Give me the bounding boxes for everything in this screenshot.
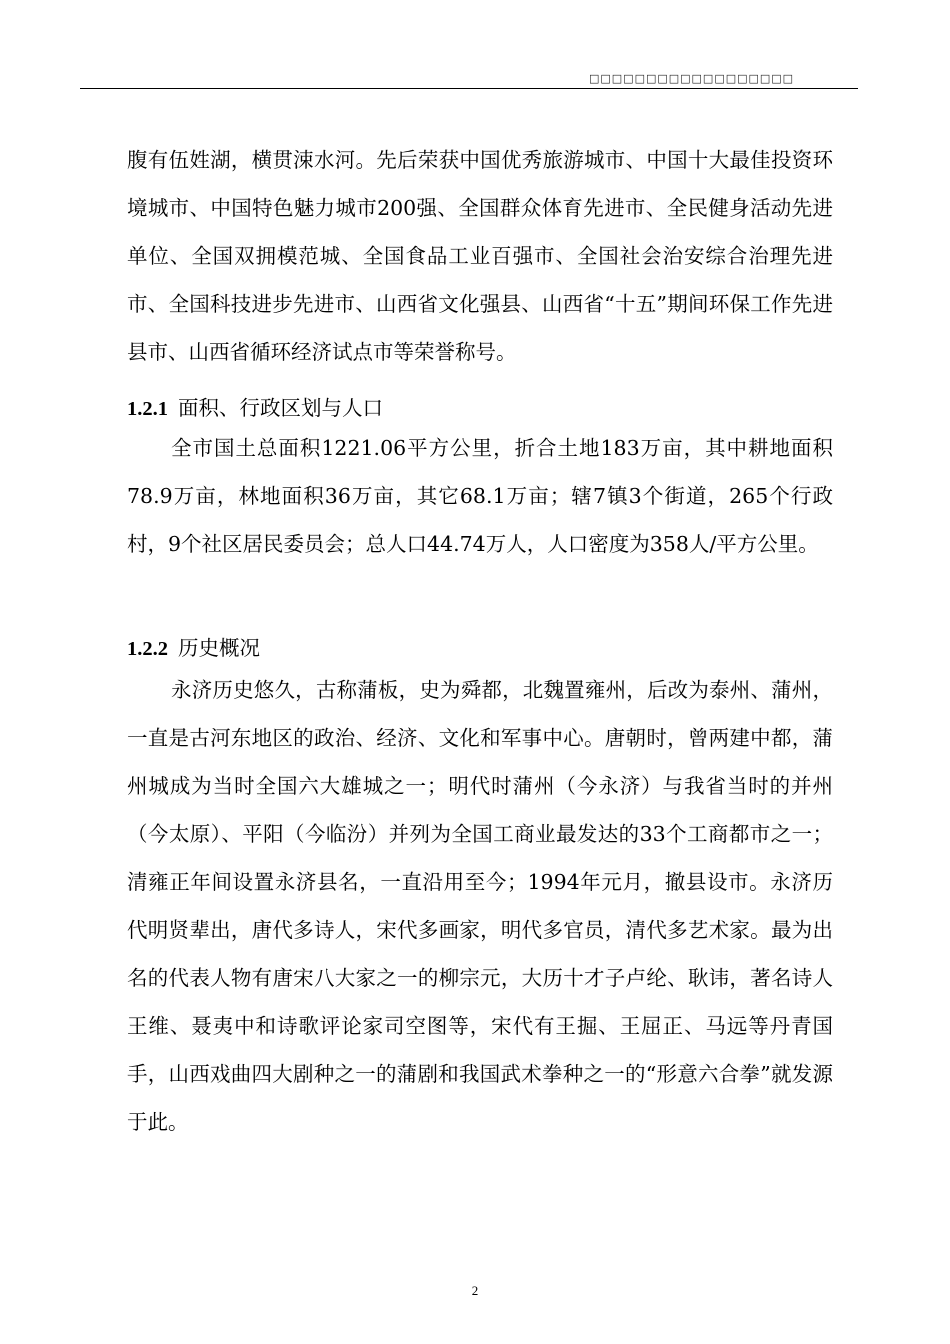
section-number: 1.2.1 (127, 398, 168, 420)
header-divider (80, 88, 858, 89)
section-number: 1.2.2 (127, 638, 168, 660)
section-title: 面积、行政区划与人口 (178, 396, 383, 420)
paragraph-history: 永济历史悠久，古称蒲板，史为舜都，北魏置雍州，后改为泰州、蒲州，一直是古河东地区的政治、经济、文化和军事中心。唐朝时，曾两建中都，蒲州城成为当时全国六大雄城之一；明代时蒲州（今永济）与我省当时的并州（今太原）、平阳（今临汾）并列为全国工商业最发达的33个工商都市之一；清雍正年间设置永济县名，一直沿用至今；1994年元月，撤县设市。永济历代明贤辈出，唐代多诗人，宋代多画家，明代多官员，清代多艺术家。最为出名的代表人物有唐宋八大家之一的柳宗元，大历十才子卢纶、耿讳，著名诗人王维、聂夷中和诗歌评论家司空图等，宋代有王掘、王屈正、马远等丹青国手，山西戏曲四大剧种之一的蒲剧和我国武术拳种之一的“形意六合拳”就发源于此。 (127, 678, 833, 1134)
paragraph-honors: 腹有伍姓湖，横贯涑水河。先后荣获中国优秀旅游城市、中国十大最佳投资环境城市、中国特色魅力城市200强、全国群众体育先进市、全民健身活动先进单位、全国双拥模范城、全国食品工业百强市、全国社会治安综合治理先进市、全国科技进步先进市、山西省文化强县、山西省“十五”期间环保工作先进县市、山西省循环经济试点市等荣誉称号。 (127, 148, 833, 364)
page-number: 2 (471, 1283, 479, 1298)
paragraph-area-population: 全市国土总面积1221.06平方公里，折合土地183万亩，其中耕地面积78.9万亩，林地面积36万亩，其它68.1万亩；辖7镇3个街道，265个行政村，9个社区居民委员会；总人口44.74万人，人口密度为358人/平方公里。 (127, 436, 833, 556)
section-title: 历史概况 (178, 636, 260, 660)
running-header: □□□□□□□□□□□□□□□□□□ (589, 72, 795, 85)
